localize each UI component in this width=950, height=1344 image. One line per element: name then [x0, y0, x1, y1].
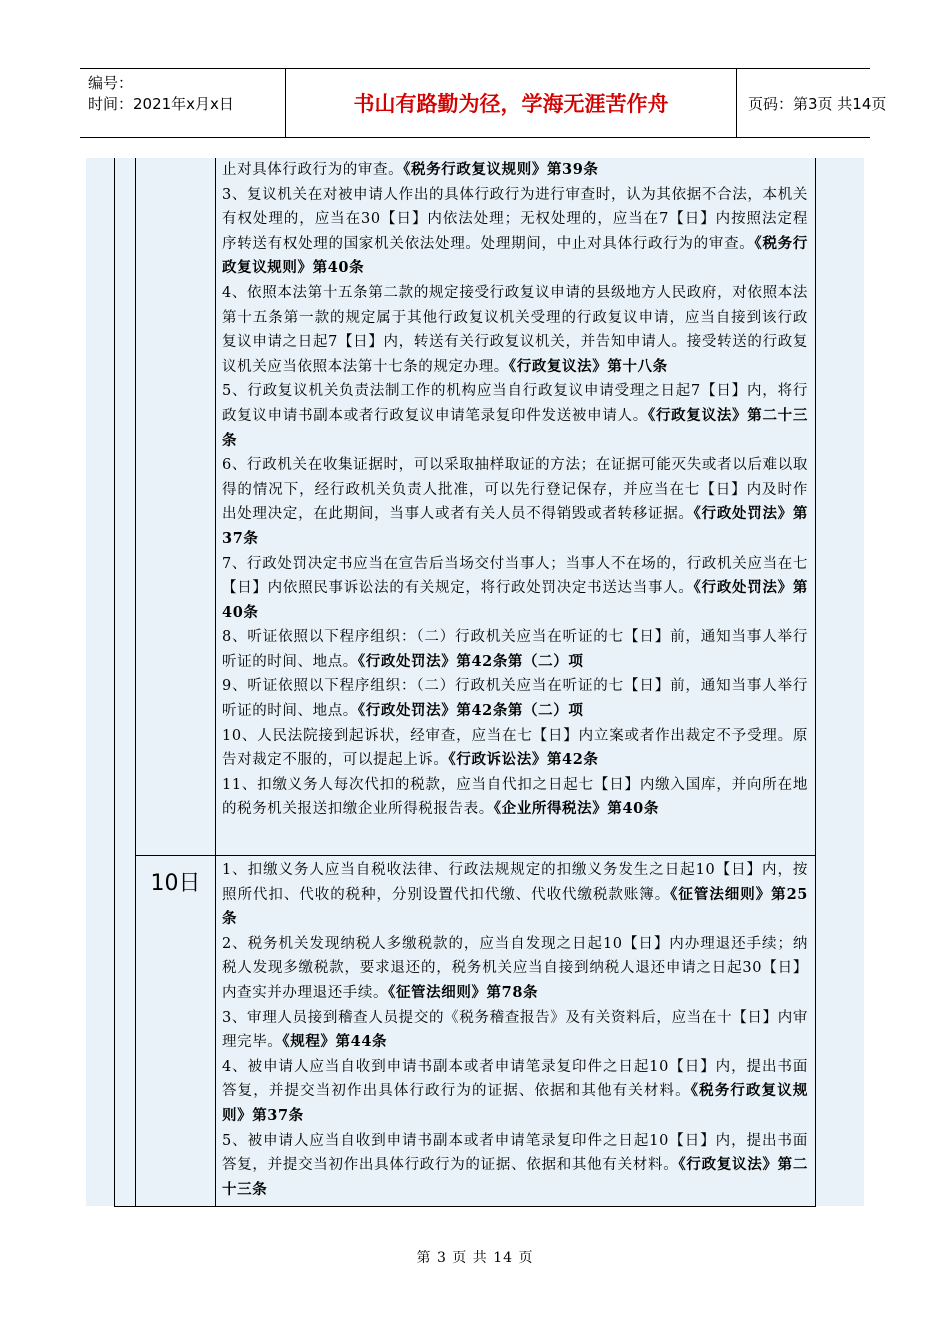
- provision-text: 5、行政复议机关负责法制工作的机构应当自行政复议申请受理之日起7【日】内，将行政复议申请书副本或者行政复议申请笔录复印件发送被申请人。: [222, 383, 808, 424]
- provision-text: 1、扣缴义务人应当自税收法律、行政法规规定的扣缴义务发生之日起10【日】内，按照所代扣、代收的税种，分别设置代扣代缴、代收代缴税款账簿。: [222, 862, 808, 903]
- table-divider: [215, 158, 216, 1206]
- row1-content: [222, 158, 808, 822]
- header-motto: 书山有路勤为径，学海无涯苦作舟: [285, 69, 737, 137]
- provision-item: [222, 1055, 808, 1129]
- provision-item: [222, 932, 808, 1006]
- provision-citation: 《征管法细则》第78条: [388, 983, 539, 1001]
- provision-item: [222, 183, 808, 281]
- provision-citation: 《行政复议法》第二十三条: [222, 406, 808, 449]
- provision-item: [222, 773, 808, 822]
- provision-text: 4、依照本法第十五条第二款的规定接受行政复议申请的县级地方人民政府，对依照本法第十五条第一款的规定属于其他行政复议机关受理的行政复议申请，应当自接到该行政复议申请之日起7【日】内，转送有关行政复议机关，并告知申请人。接受转送的行政复议机关应当依照本法第十七条的规定办理。: [222, 284, 808, 375]
- provision-item: [222, 724, 808, 773]
- provision-citation: 《行政处罚法》第42条第（二）项: [357, 652, 584, 670]
- provision-item: [222, 552, 808, 626]
- provision-item: [222, 379, 808, 453]
- provision-text: 8、听证依照以下程序组织：（二）行政机关应当在听证的七【日】前，通知当事人举行听证的时间、地点。: [222, 629, 808, 670]
- row2-content: [222, 858, 808, 1202]
- header-meta: [88, 73, 283, 115]
- provision-text: 9、听证依照以下程序组织：（二）行政机关应当在听证的七【日】前，通知当事人举行听证的时间、地点。: [222, 678, 808, 720]
- provision-item: [222, 281, 808, 379]
- day-label-10: 10日: [150, 871, 201, 896]
- provision-citation: 《行政复议法》第十八条: [508, 357, 668, 375]
- provision-item: [222, 1129, 808, 1203]
- provision-text: 11、扣缴义务人每次代扣的税款，应当自代扣之日起七【日】内缴入国库，并向所在地的税务机关报送扣缴企业所得税报告表。: [222, 776, 808, 818]
- provision-text: 4、被申请人应当自收到申请书副本或者申请笔录复印件之日起10【日】内，提出书面答复，并提交当初作出具体行政行为的证据、依据和其他有关材料。: [222, 1058, 808, 1100]
- provision-citation: 《行政诉讼法》第42条: [448, 751, 599, 769]
- provision-citation: 《行政处罚法》第37条: [222, 505, 808, 547]
- provision-citation: 《税务行政复议规则》第37条: [222, 1082, 808, 1124]
- provision-citation: 《行政复议法》第二十三条: [222, 1156, 809, 1198]
- deadline-table: [114, 158, 816, 1207]
- table-divider: [135, 158, 136, 1206]
- provision-citation: 《征管法细则》第25条: [222, 885, 808, 928]
- page-header: [80, 68, 887, 138]
- provision-text: 6、行政机关在收集证据时，可以采取抽样取证的方法；在证据可能灭失或者以后难以取得的情况下，经行政机关负责人批准，可以先行登记保存，并应当在七【日】内及时作出处理决定，在此期间，当事人或者有关人员不得销毁或者转移证据。: [222, 457, 808, 523]
- row-divider: [135, 855, 815, 856]
- provision-item: [222, 453, 808, 551]
- provision-citation: 《企业所得税法》第40条: [493, 800, 659, 818]
- provision-text: 10、人民法院接到起诉状，经审查，应当在七【日】内立案或者作出裁定不予受理。原告对裁定不服的，可以提起上诉。: [222, 727, 808, 769]
- provision-text: 5、被申请人应当自收到申请书副本或者申请笔录复印件之日起10【日】内，提出书面答复，并提交当初作出具体行政行为的证据、依据和其他有关材料。: [222, 1132, 808, 1174]
- provision-citation: 《行政处罚法》第40条: [222, 579, 808, 621]
- page-footer: 第 3 页 共 14 页: [416, 1250, 534, 1266]
- provision-text: 2、税务机关发现纳税人多缴税款的，应当自发现之日起10【日】内办理退还手续；纳税人发现多缴税款，要求退还的，税务机关应当自接到纳税人退还申请之日起30【日】内查实并办理退还手续。: [222, 935, 808, 1001]
- provision-text: 3、复议机关在对被申请人作出的具体行政行为进行审查时，认为其依据不合法，本机关有权处理的，应当在30【日】内依法处理；无权处理的，应当在7【日】内按照法定程序转送有权处理的国家机关依法处理。处理期间，中止对具体行政行为的审查。: [222, 186, 808, 252]
- document-number-label: 编号：: [88, 74, 134, 92]
- provision-item: [222, 1006, 808, 1055]
- header-page-code: 页码：第3页 共14页: [748, 95, 887, 113]
- provision-citation: 《税务行政复议规则》第40条: [222, 234, 808, 277]
- provision-text: 3、审理人员接到稽查人员提交的《税务稽查报告》及有关资料后，应当在十【日】内审理完毕。: [222, 1009, 808, 1051]
- provision-item: [222, 625, 808, 674]
- provision-text: 止对具体行政行为的审查。: [222, 162, 404, 178]
- provision-citation: 《规程》第44条: [282, 1033, 388, 1051]
- provision-text: 7、行政处罚决定书应当在宣告后当场交付当事人；当事人不在场的，行政机关应当在七【日】内依照民事诉讼法的有关规定，将行政处罚决定书送达当事人。: [222, 555, 808, 597]
- provision-item: [222, 674, 808, 723]
- document-time: 时间：2021年x月x日: [88, 95, 234, 113]
- provision-citation: 《行政处罚法》第42条第（二）项: [357, 702, 584, 720]
- provision-citation: 《税务行政复议规则》第39条: [403, 161, 599, 178]
- provision-item: [222, 858, 808, 932]
- provision-item: [222, 158, 808, 183]
